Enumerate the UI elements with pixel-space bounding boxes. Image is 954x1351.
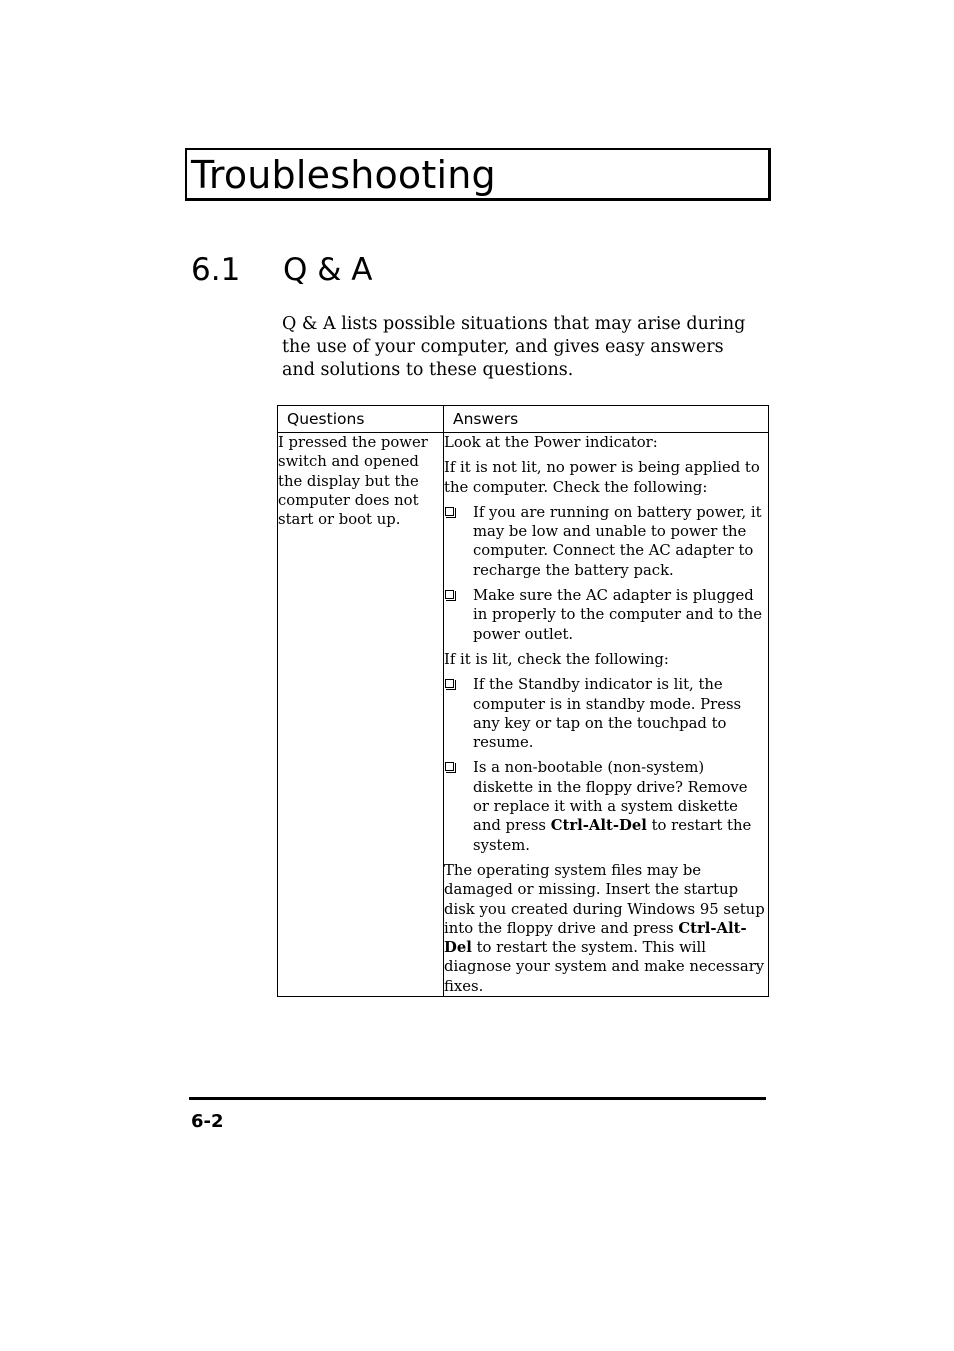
- answer-text-fragment: to restart the system.: [473, 817, 752, 854]
- answer-bullet: [444, 503, 768, 580]
- section-number: 6.1: [191, 252, 241, 288]
- answer-bullet-text: Make sure the AC adapter is plugged in properly to the computer and to the power outlet.: [473, 587, 763, 643]
- key-combination: Ctrl-Alt-Del: [444, 919, 747, 957]
- footer-rule: [189, 1097, 766, 1100]
- intro-paragraph: Q & A lists possible situations that may arise during the use of your computer, and gives easy answers and solutions to these questions.: [282, 314, 746, 380]
- answer-bullet: [444, 758, 768, 854]
- answers-header: Answers: [444, 406, 769, 433]
- answer-paragraph: If it is lit, check the following:: [444, 650, 669, 668]
- answer-bullet-text: If you are running on battery power, it may be low and unable to power the computer. Connect the AC adapter to recharge the battery pack.: [473, 503, 762, 579]
- answer-bullet-text: If the Standby indicator is lit, the computer is in standby mode. Press any key or tap on the touchpad to resume.: [473, 676, 742, 752]
- answer-paragraph: If it is not lit, no power is being applied to the computer. Check the following:: [444, 459, 760, 496]
- checkbox-icon: [445, 507, 454, 516]
- checkbox-icon: [445, 590, 454, 599]
- question-cell: I pressed the power switch and opened the display but the computer does not start or boot up.: [278, 433, 444, 997]
- answer-paragraph: Look at the Power indicator:: [444, 434, 658, 451]
- answer-text-fragment: The operating system files may be damaged or missing. Insert the startup disk you created during Windows 95 setup into the floppy drive and press: [444, 861, 765, 937]
- answer-text-fragment: Is a non-bootable (non-system) diskette in the floppy drive? Remove or replace it with a system diskette and press: [473, 759, 748, 835]
- section-title: Q & A: [283, 252, 373, 288]
- answer-text-fragment: to restart the system. This will diagnose your system and make necessary fixes.: [444, 939, 765, 995]
- questions-header: Questions: [278, 406, 444, 433]
- chapter-title-box: [185, 148, 771, 201]
- chapter-title: Troubleshooting: [191, 153, 496, 197]
- table-row: [278, 433, 769, 997]
- answer-bullet: [444, 675, 768, 752]
- page-number: 6-2: [191, 1111, 224, 1132]
- section-heading: [191, 250, 373, 290]
- answer-bullet-text: [473, 759, 751, 853]
- answer-bullet: [444, 586, 768, 644]
- key-combination: Ctrl-Alt-Del: [550, 817, 647, 835]
- qa-table: [277, 405, 769, 997]
- table-header-row: [278, 406, 769, 433]
- answer-paragraph: [444, 861, 768, 996]
- checkbox-icon: [445, 762, 454, 771]
- answer-cell: [444, 433, 769, 997]
- checkbox-icon: [445, 679, 454, 688]
